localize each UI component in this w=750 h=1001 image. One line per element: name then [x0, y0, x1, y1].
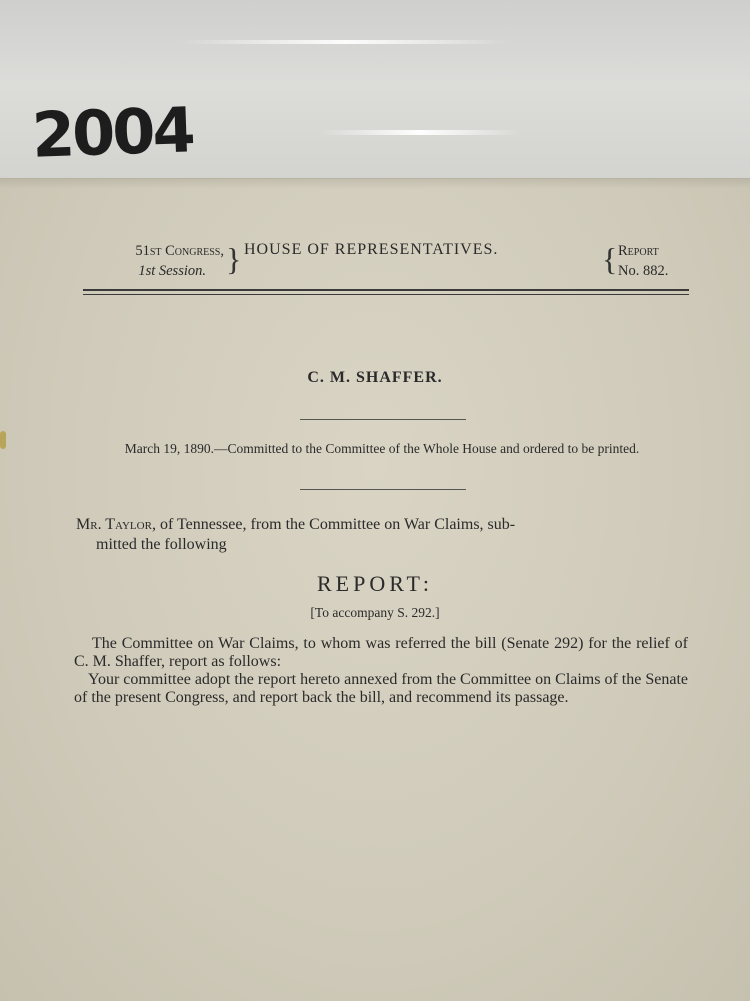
- body-paragraph: Your committee adopt the report hereto annexed from the Committee on Claims of the Senate of the present Congress, and report back the bill, and recommend its passage.: [74, 671, 688, 706]
- intro-text-line2: mitted the following: [96, 536, 227, 553]
- speaker-name: Mr. Taylor: [76, 516, 152, 533]
- document-header: [82, 241, 692, 291]
- session-label: 1st Session.: [138, 263, 206, 279]
- report-number-block: [618, 241, 668, 281]
- sleeve-glare: [320, 130, 520, 135]
- intro-text: , of Tennessee, from the Committee on War Claims, sub-: [151, 516, 516, 533]
- report-number: No. 882.: [618, 263, 669, 279]
- header-rule: [83, 289, 689, 298]
- document-title: C. M. SHAFFER.: [307, 369, 443, 386]
- report-heading: REPORT:: [316, 571, 434, 596]
- brace-glyph: }: [226, 241, 242, 277]
- handwritten-annotation: 2004: [30, 93, 194, 172]
- congress-block: [82, 241, 224, 281]
- accompany-note: [To accompany S. 292.]: [310, 605, 440, 620]
- divider-rule: [300, 419, 466, 420]
- sleeve-glare: [180, 40, 510, 44]
- divider-rule: [300, 489, 466, 490]
- brace-glyph: {: [602, 241, 618, 277]
- date-line: March 19, 1890.—Committed to the Committee of the Whole House and ordered to be printed.: [124, 441, 640, 456]
- congress-label: 51st Congress,: [135, 243, 224, 259]
- page-edge-mark: [0, 431, 6, 449]
- body-paragraph: The Committee on War Claims, to whom was referred the bill (Senate 292) for the relief of C. M. Shaffer, report as follows:: [74, 635, 688, 670]
- report-body: [74, 635, 688, 707]
- document-page: [0, 178, 750, 1001]
- report-label: Report: [618, 243, 659, 259]
- intro-paragraph: [76, 515, 688, 555]
- house-title: HOUSE OF REPRESENTATIVES.: [244, 241, 499, 258]
